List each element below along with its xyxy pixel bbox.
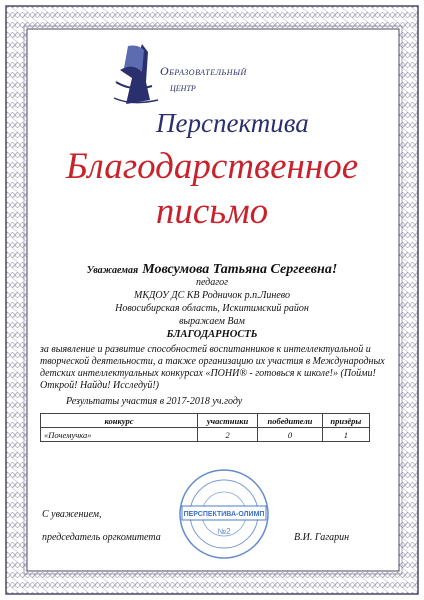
cell-winners: 0 xyxy=(258,428,323,442)
signature-respect: С уважением, xyxy=(42,509,102,520)
gratitude-heading: БЛАГОДАРНОСТЬ xyxy=(166,329,258,340)
recipient-position: педагог xyxy=(195,277,229,288)
stamp-number: №2 xyxy=(217,527,231,536)
recipient-name: Мовсумова Татьяна Сергеевна! xyxy=(142,262,338,277)
title-line-1: Благодарственное xyxy=(65,146,359,187)
greeting xyxy=(0,260,424,278)
recipient-region: Новосибирская область, Искитимский район xyxy=(115,303,309,314)
org-name: Перспектива xyxy=(156,108,309,138)
org-line-1: Образовательный xyxy=(160,64,247,78)
title-line-2: письмо xyxy=(155,191,269,232)
header-prizewinners: призёры xyxy=(322,414,369,428)
cell-prizewinners: 1 xyxy=(322,428,369,442)
express-text: выражаем Вам xyxy=(179,316,245,327)
recipient-institution: МКДОУ ДС КВ Родничок р.п.Линево xyxy=(134,290,290,301)
organization-logo xyxy=(112,42,162,110)
cell-participants: 2 xyxy=(198,428,258,442)
org-line-2: центр xyxy=(170,80,196,94)
results-label: Результаты участия в 2017-2018 уч.году xyxy=(66,396,243,407)
header-participants: участники xyxy=(198,414,258,428)
stamp-center-text: ПЕРСПЕКТИВА-ОЛИМП xyxy=(183,511,265,518)
table-header-row xyxy=(41,414,370,428)
signature-name: В.И. Гагарин xyxy=(294,532,350,543)
header-contest: конкурс xyxy=(41,414,198,428)
signature-role: председатель оргкомитета xyxy=(42,532,161,543)
greeting-prefix: Уважаемая xyxy=(86,265,139,276)
results-table xyxy=(40,413,370,442)
header-winners: победители xyxy=(258,414,323,428)
cell-contest: «Почемучка» xyxy=(41,428,198,442)
organization-stamp xyxy=(176,466,272,562)
table-row xyxy=(41,428,370,442)
gratitude-paragraph: за выявление и развитие способностей воспитанников к интеллектуальной и творческой деятельности, а также организацию их участия в Международных детских интеллектуальных конкурсах «ПОНИ® - готовься к школе!» (Пойми! Открой! Найди! Исследуй!) xyxy=(40,344,385,391)
